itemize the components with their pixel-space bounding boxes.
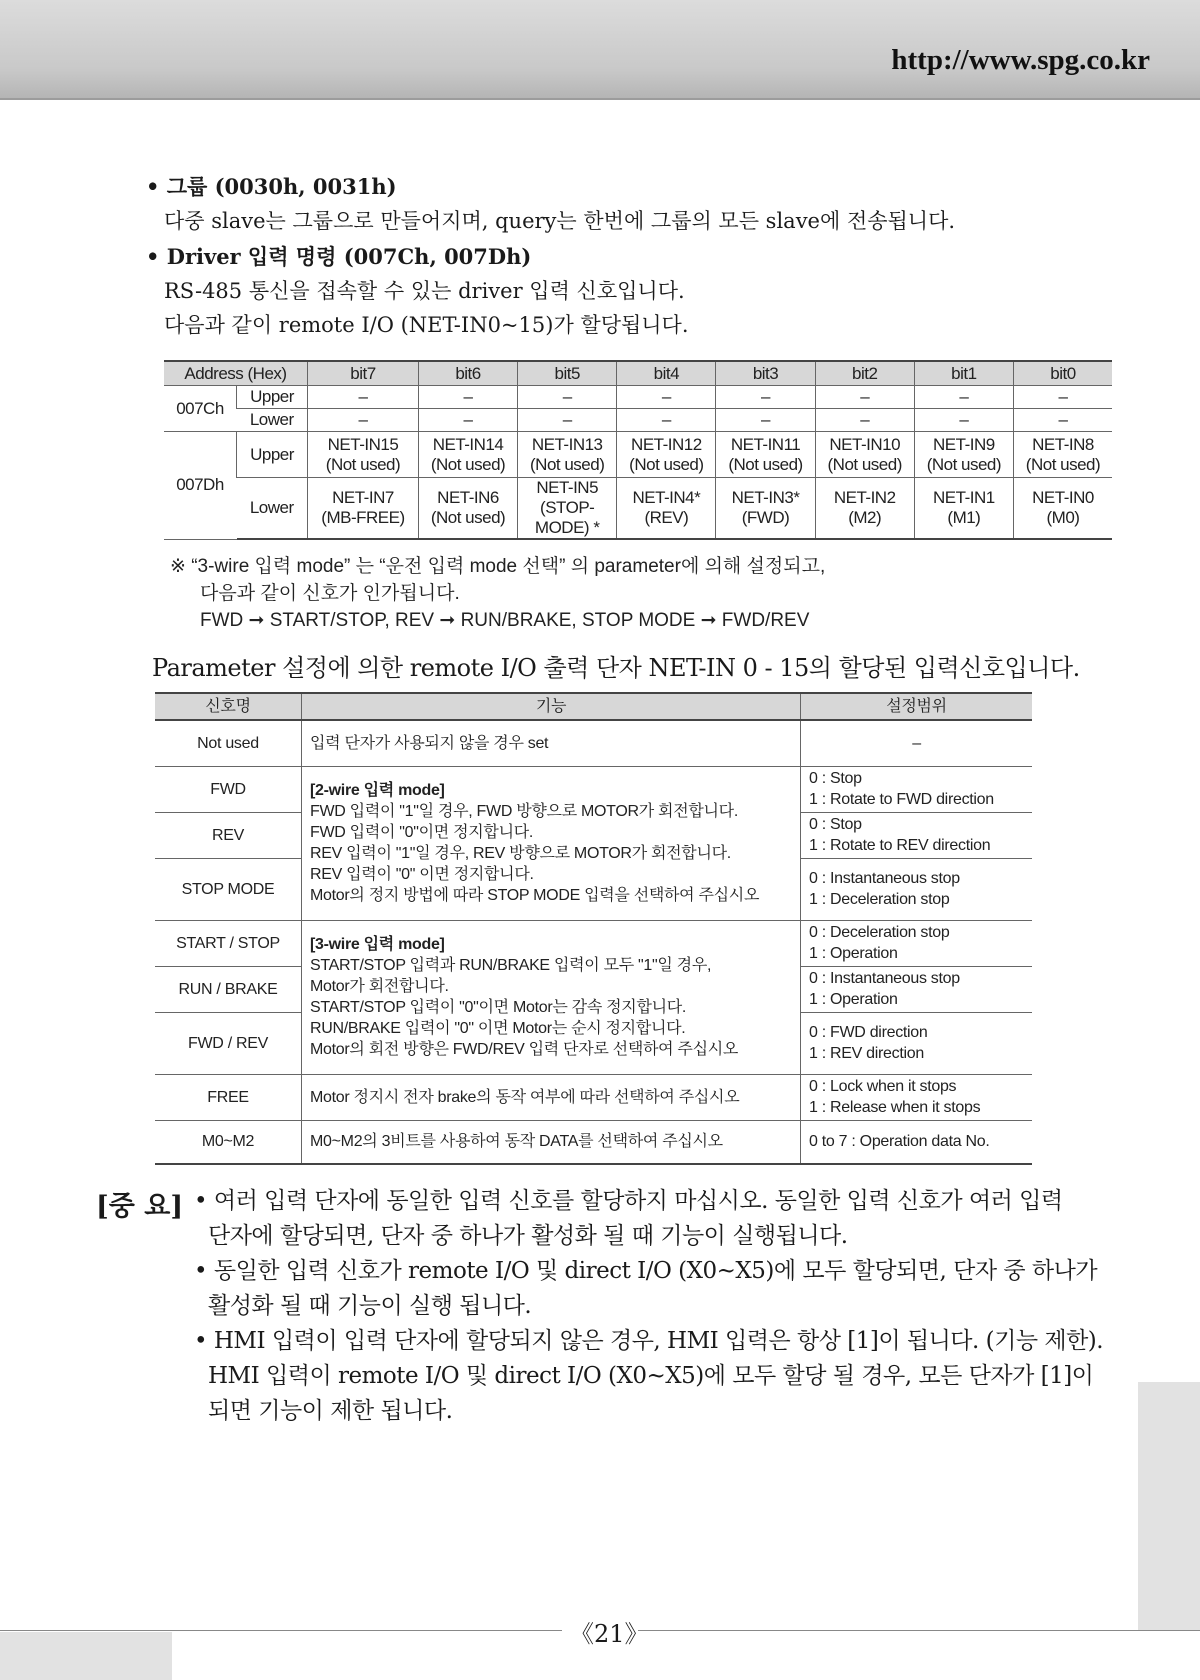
dash-cell: –	[1013, 409, 1112, 432]
three-wire-title: [3-wire 입력 mode]	[310, 936, 445, 953]
table-row	[155, 720, 1032, 766]
signal-name: M0~M2	[155, 1120, 302, 1164]
net-in-function: (M0)	[1046, 508, 1080, 527]
signal-range: 0 : Stop 1 : Rotate to FWD direction	[801, 766, 1033, 812]
signal-table	[155, 692, 1032, 1165]
address-header: Address (Hex)	[164, 361, 308, 386]
net-in-function: (Not used)	[1025, 454, 1101, 474]
param-title: Parameter 설정에 의한 remote I/O 출력 단자 NET-IN 0 - 15의 할당된 입력신호입니다.	[152, 654, 1080, 682]
net-in-function: (M1)	[947, 508, 981, 527]
note-line: 다음과 같이 신호가 인가됩니다.	[200, 583, 460, 604]
bit-header: bit7	[308, 361, 419, 386]
description-line: Motor가 회전합니다.	[310, 978, 449, 995]
dash-cell: –	[418, 386, 517, 409]
net-in-cell	[914, 478, 1013, 540]
bit-header: bit2	[815, 361, 914, 386]
net-in-function: (Not used)	[430, 508, 506, 527]
table-row	[164, 386, 1112, 409]
net-in-cell	[308, 478, 419, 540]
signal-function: Motor 정지시 전자 brake의 동작 여부에 따라 선택하여 주십시오	[302, 1074, 801, 1120]
net-in-name: NET-IN13	[531, 434, 603, 454]
address-cell: 007Ch	[164, 386, 237, 432]
important-line: • HMI 입력이 입력 단자에 할당되지 않은 경우, HMI 입력은 항상 [1]이 됩니다. (기능 제한).	[194, 1328, 1104, 1354]
signal-function: 입력 단자가 사용되지 않을 경우 set	[302, 720, 801, 766]
page-number: 《21》	[570, 1620, 649, 1648]
important-notes	[194, 1184, 1103, 1429]
table-row	[164, 432, 1112, 478]
dash-cell: –	[617, 386, 716, 409]
dash-cell: –	[914, 386, 1013, 409]
signal-range: –	[801, 720, 1033, 766]
word-cell: Upper	[237, 432, 308, 478]
table-row	[155, 1074, 1032, 1120]
signal-range: 0 : Instantaneous stop 1 : Operation	[801, 966, 1033, 1012]
bit-header: bit1	[914, 361, 1013, 386]
dash-cell: –	[914, 409, 1013, 432]
net-in-cell	[914, 432, 1013, 478]
note-line: FWD ➞ START/STOP, REV ➞ RUN/BRAKE, STOP MODE ➞ FWD/REV	[200, 610, 810, 631]
asterisk-mark: *	[694, 488, 701, 507]
asterisk-mark: *	[593, 518, 600, 537]
important-line: • 동일한 입력 신호가 remote I/O 및 direct I/O (X0~X5)에 모두 할당되면, 단자 중 하나가	[194, 1258, 1098, 1284]
net-in-function: (Not used)	[728, 454, 803, 474]
section-group	[146, 170, 955, 238]
three-wire-description	[302, 920, 801, 1074]
signal-name: FREE	[155, 1074, 302, 1120]
signal-range: 0 : Instantaneous stop 1 : Deceleration stop	[801, 858, 1033, 920]
net-in-name: NET-IN12	[631, 434, 702, 454]
signal-name: START / STOP	[155, 920, 302, 966]
table-row	[155, 766, 1032, 812]
page-header	[0, 0, 1200, 100]
dash-cell: –	[308, 409, 419, 432]
net-in-name: NET-IN5	[536, 478, 599, 497]
signal-name: FWD / REV	[155, 1012, 302, 1074]
note-line: ※ “3-wire 입력 mode” 는 “운전 입력 mode 선택” 의 parameter에 의해 설정되고,	[170, 556, 826, 577]
address-cell: 007Dh	[164, 432, 237, 540]
side-tab-decoration	[1138, 1382, 1200, 1630]
section-driver-text-2: 다음과 같이 remote I/O (NET-IN0~15)가 할당됩니다.	[164, 313, 689, 337]
signal-range: 0 : FWD direction 1 : REV direction	[801, 1012, 1033, 1074]
description-line: REV 입력이 "0" 이면 정지합니다.	[310, 866, 534, 883]
footer-rule-right	[638, 1630, 1200, 1631]
bit-table-header-row	[164, 361, 1112, 386]
two-wire-description	[302, 766, 801, 920]
net-in-cell	[815, 478, 914, 540]
description-line: FWD 입력이 "0"이면 정지합니다.	[310, 824, 534, 841]
important-line: 활성화 될 때 기능이 실행 됩니다.	[208, 1293, 532, 1319]
net-in-name: NET-IN0	[1032, 488, 1094, 507]
word-cell: Lower	[237, 478, 308, 540]
signal-table-header-row	[155, 693, 1032, 720]
word-cell: Upper	[237, 386, 308, 409]
signal-range: 0 : Stop 1 : Rotate to REV direction	[801, 812, 1033, 858]
table-row	[155, 920, 1032, 966]
net-in-cell	[617, 478, 716, 540]
three-wire-note	[170, 553, 825, 634]
description-line: START/STOP 입력과 RUN/BRAKE 입력이 모두 "1"일 경우,	[310, 957, 712, 974]
bit-header: bit4	[617, 361, 716, 386]
net-in-cell	[716, 432, 815, 478]
net-in-cell	[1013, 432, 1112, 478]
net-in-function-cont: MODE) *	[534, 518, 600, 537]
bit-assignment-table	[164, 360, 1112, 540]
table-row	[164, 409, 1112, 432]
important-line: 단자에 할당되면, 단자 중 하나가 활성화 될 때 기능이 실행됩니다.	[208, 1223, 848, 1249]
signal-range: 0 : Lock when it stops 1 : Release when it stops	[801, 1074, 1033, 1120]
bit-header: bit0	[1013, 361, 1112, 386]
net-in-cell	[418, 478, 517, 540]
net-in-function: (STOP-	[540, 498, 595, 517]
net-in-function: (Not used)	[530, 454, 605, 474]
net-in-cell	[518, 478, 617, 540]
section-driver	[146, 240, 689, 342]
bit-header: bit3	[716, 361, 815, 386]
net-in-name: NET-IN14	[432, 434, 504, 454]
net-in-function: (MB-FREE)	[321, 508, 405, 527]
asterisk-mark: *	[793, 488, 800, 507]
net-in-cell	[418, 432, 517, 478]
header-url[interactable]: http://www.spg.co.kr	[891, 44, 1150, 76]
section-driver-text-1: RS-485 통신을 접속할 수 있는 driver 입력 신호입니다.	[164, 279, 685, 303]
net-in-function: (FWD)	[741, 508, 790, 527]
description-line: RUN/BRAKE 입력이 "0" 이면 Motor는 순시 정지합니다.	[310, 1020, 686, 1037]
important-line: • 여러 입력 단자에 동일한 입력 신호를 할당하지 마십시오. 동일한 입력 신호가 여러 입력	[194, 1188, 1063, 1214]
signal-range: 0 : Deceleration stop 1 : Operation	[801, 920, 1033, 966]
net-in-function: (M2)	[848, 508, 882, 527]
net-in-function: (Not used)	[325, 454, 401, 474]
important-line: 되면 기능이 제한 됩니다.	[208, 1398, 453, 1424]
footer-rule-left	[0, 1630, 562, 1631]
net-in-cell	[1013, 478, 1112, 540]
description-line: REV 입력이 "1"일 경우, REV 방향으로 MOTOR가 회전합니다.	[310, 845, 731, 862]
signal-name: FWD	[155, 766, 302, 812]
signal-name: Not used	[155, 720, 302, 766]
dash-cell: –	[518, 409, 617, 432]
net-in-cell	[308, 432, 419, 478]
bit-header: bit5	[518, 361, 617, 386]
dash-cell: –	[1013, 386, 1112, 409]
net-in-name: NET-IN8	[1032, 434, 1094, 454]
net-in-cell	[716, 478, 815, 540]
net-in-name: NET-IN9	[933, 434, 995, 454]
important-line: HMI 입력이 remote I/O 및 direct I/O (X0~X5)에 모두 할당 될 경우, 모든 단자가 [1]이	[208, 1363, 1094, 1389]
important-label: [중 요]	[96, 1191, 184, 1222]
net-in-name: NET-IN3*	[731, 488, 800, 507]
word-cell: Lower	[237, 409, 308, 432]
dash-cell: –	[617, 409, 716, 432]
net-in-name: NET-IN11	[730, 434, 801, 454]
net-in-cell	[617, 432, 716, 478]
description-line: START/STOP 입력이 "0"이면 Motor는 감속 정지합니다.	[310, 999, 687, 1016]
net-in-function: (Not used)	[629, 454, 704, 474]
table-row	[155, 1120, 1032, 1164]
section-group-text: 다중 slave는 그룹으로 만들어지며, query는 한번에 그룹의 모든 slave에 전송됩니다.	[164, 209, 956, 233]
net-in-name: NET-IN10	[829, 434, 901, 454]
net-in-name: NET-IN2	[833, 488, 896, 507]
signal-name: REV	[155, 812, 302, 858]
dash-cell: –	[716, 409, 815, 432]
signal-name: RUN / BRAKE	[155, 966, 302, 1012]
net-in-function: (Not used)	[926, 454, 1002, 474]
dash-cell: –	[418, 409, 517, 432]
net-in-name: NET-IN4*	[632, 488, 701, 507]
net-in-cell	[815, 432, 914, 478]
dash-cell: –	[308, 386, 419, 409]
signal-range: 0 to 7 : Operation data No.	[801, 1120, 1033, 1164]
net-in-function: (REV)	[644, 508, 689, 527]
section-driver-title: • Driver 입력 명령 (007Ch, 007Dh)	[146, 244, 532, 269]
description-line: Motor의 정지 방법에 따라 STOP MODE 입력을 선택하여 주십시오	[310, 887, 760, 904]
net-in-cell	[518, 432, 617, 478]
signal-name: STOP MODE	[155, 858, 302, 920]
two-wire-title: [2-wire 입력 mode]	[310, 782, 445, 799]
header-signal: 신호명	[155, 693, 302, 720]
net-in-function: (Not used)	[827, 454, 902, 474]
dash-cell: –	[815, 386, 914, 409]
net-in-name: NET-IN1	[933, 488, 995, 507]
description-line: Motor의 회전 방향은 FWD/REV 입력 단자로 선택하여 주십시오	[310, 1041, 739, 1058]
corner-decoration	[0, 1632, 172, 1680]
description-line: FWD 입력이 "1"일 경우, FWD 방향으로 MOTOR가 회전합니다.	[310, 803, 738, 820]
dash-cell: –	[518, 386, 617, 409]
net-in-name: NET-IN15	[327, 434, 399, 454]
section-group-title: • 그룹 (0030h, 0031h)	[146, 174, 397, 199]
net-in-name: NET-IN7	[332, 488, 394, 507]
signal-function: M0~M2의 3비트를 사용하여 동작 DATA를 선택하여 주십시오	[302, 1120, 801, 1164]
bit-header: bit6	[418, 361, 517, 386]
header-function: 기능	[302, 693, 801, 720]
table-row	[164, 478, 1112, 540]
dash-cell: –	[716, 386, 815, 409]
net-in-name: NET-IN6	[437, 488, 499, 507]
net-in-function: (Not used)	[430, 454, 506, 474]
dash-cell: –	[815, 409, 914, 432]
header-range: 설정범위	[801, 693, 1033, 720]
